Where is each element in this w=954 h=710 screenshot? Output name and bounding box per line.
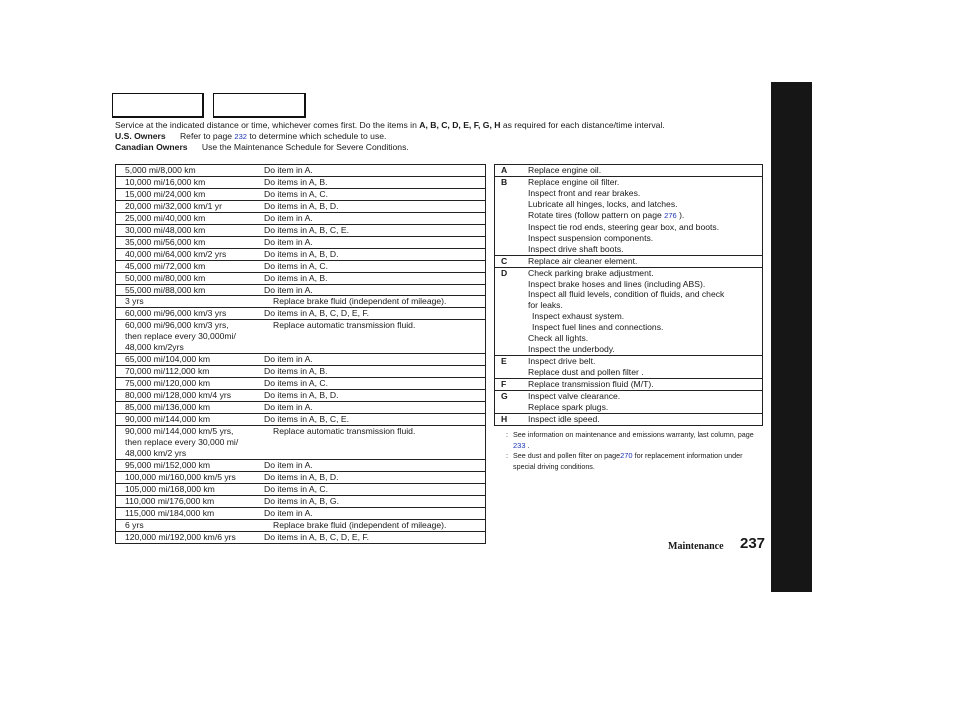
us-owners-line: [115, 131, 386, 142]
item-task-label: Inspect brake hoses and lines (including ABS).: [528, 278, 706, 289]
schedule-interval-cell: [116, 425, 265, 459]
item-letter: [495, 188, 529, 199]
item-letter: F: [501, 379, 507, 390]
footnote-page-link[interactable]: 270: [620, 451, 633, 460]
item-letter: E: [501, 356, 507, 367]
item-task-text: [528, 402, 763, 413]
footnote-text: See dust and pollen filter on page: [513, 451, 621, 460]
item-task-label: Inspect tie rod ends, steering gear box, and boots.: [528, 221, 720, 232]
schedule-interval-line: 75,000 mi/120,000 km: [125, 378, 211, 389]
item-letter: H: [501, 413, 508, 424]
schedule-action-cell: Do items in A, B, G.: [264, 495, 339, 506]
item-task-text: [528, 188, 763, 199]
item-letter: [495, 289, 529, 300]
item-task-row: [495, 210, 763, 222]
schedule-row: [116, 459, 486, 471]
schedule-row: [116, 284, 486, 296]
item-task-row: [495, 402, 763, 413]
schedule-action-cell: Do item in A.: [264, 165, 313, 175]
us-owners-text-after: to determine which schedule to use.: [249, 131, 387, 141]
schedule-action-cell: Do items in A, B, C, D, E, F.: [264, 308, 370, 319]
item-page-link[interactable]: 276: [664, 210, 677, 220]
schedule-action-cell: Do items in A, C.: [264, 483, 328, 494]
header-box-left: [112, 93, 204, 118]
schedule-row: [116, 390, 486, 402]
schedule-interval-line: 90,000 mi/144,000 km: [125, 414, 211, 425]
schedule-row: [116, 425, 486, 459]
interval-table-body: [116, 165, 486, 544]
intro-paragraph: [115, 120, 665, 131]
schedule-action-cell: Do items in A, B.: [264, 366, 328, 377]
side-thumb-tab: [771, 82, 812, 592]
schedule-interval-cell: [116, 176, 265, 188]
item-task-label: Check parking brake adjustment.: [528, 267, 654, 278]
schedule-action-cell: Do items in A, B.: [264, 176, 328, 187]
schedule-interval-cell: [116, 236, 265, 248]
item-letter: [495, 210, 529, 222]
schedule-interval-line: then replace every 30,000mi/: [125, 331, 236, 342]
item-letter: [495, 344, 529, 355]
schedule-interval-line: 25,000 mi/40,000 km: [125, 212, 206, 223]
item-task-text: [528, 379, 763, 391]
schedule-interval-line: 48,000 km/2 yrs: [125, 447, 187, 458]
item-task-row: [495, 233, 763, 244]
item-letter: A: [501, 165, 508, 175]
maintenance-items-table: [494, 164, 763, 426]
header-box-right: [213, 93, 306, 118]
schedule-action-cell: Do items in A, B.: [264, 272, 328, 283]
item-task-row: [495, 199, 763, 210]
item-task-label: Check all lights.: [528, 333, 589, 344]
item-task-text: [528, 222, 763, 233]
item-task-label: Inspect drive belt.: [528, 356, 596, 367]
schedule-row: [116, 212, 486, 224]
schedule-interval-line: 90,000 mi/144,000 km/5 yrs,: [125, 425, 234, 436]
footnote-page-link[interactable]: 233: [513, 441, 526, 450]
schedule-interval-cell: [116, 459, 265, 471]
item-task-row: [495, 289, 763, 300]
schedule-interval-cell: [116, 390, 265, 402]
item-task-row: [495, 333, 763, 344]
schedule-interval-line: 48,000 km/2yrs: [125, 342, 184, 353]
footnote-marker: :: [506, 451, 508, 460]
schedule-action-cell: Do items in A, C.: [264, 188, 328, 199]
schedule-interval-line: 115,000 mi/184,000 km: [125, 507, 215, 518]
intro-text-after: as required for each distance/time interval.: [502, 120, 665, 130]
schedule-interval-cell: [116, 414, 265, 426]
item-task-label: Inspect fuel lines and connections.: [532, 322, 664, 333]
item-task-row: [495, 165, 763, 177]
canadian-owners-line: [115, 142, 409, 153]
schedule-interval-cell: [116, 507, 265, 519]
item-task-row: [495, 322, 763, 333]
schedule-row: [116, 176, 486, 188]
schedule-action-cell: Replace automatic transmission fluid.: [273, 320, 416, 331]
item-letter: [495, 279, 529, 290]
intro-item-letters: A, B, C, D, E, F, G, H: [419, 120, 501, 130]
schedule-row: [116, 495, 486, 507]
schedule-action-cell: Do items in A, B, C, E.: [264, 224, 350, 235]
item-task-text: [528, 210, 763, 222]
footnote-text-after: .: [527, 441, 530, 450]
schedule-row: [116, 483, 486, 495]
item-task-text: [528, 311, 763, 322]
item-task-row: [495, 379, 763, 391]
item-letter: [495, 402, 529, 413]
us-owners-text-before: Refer to page: [179, 131, 233, 141]
item-task-label: Replace engine oil filter.: [528, 176, 620, 187]
item-task-label: Inspect front and rear brakes.: [528, 187, 641, 198]
schedule-interval-line: 50,000 mi/80,000 km: [125, 272, 206, 283]
schedule-interval-cell: [116, 483, 265, 495]
canadian-owners-text: Use the Maintenance Schedule for Severe Conditions.: [201, 142, 409, 152]
item-task-text: [528, 367, 763, 378]
maintenance-interval-table: [115, 164, 486, 544]
schedule-action-cell: Do item in A.: [264, 507, 313, 518]
schedule-row: [116, 224, 486, 236]
schedule-row: [116, 200, 486, 212]
schedule-action-cell: Replace brake fluid (independent of mileage).: [273, 296, 447, 307]
item-task-text: [528, 279, 763, 290]
item-task-label: Replace engine oil.: [528, 165, 602, 175]
item-task-label: Inspect exhaust system.: [532, 311, 625, 322]
schedule-action-cell: Do items in A, B, D.: [264, 471, 339, 482]
item-letter: [495, 222, 529, 233]
schedule-row: [116, 414, 486, 426]
item-task-row: [495, 244, 763, 255]
item-task-row: [495, 356, 763, 367]
schedule-interval-line: 40,000 mi/64,000 km/2 yrs: [125, 248, 227, 259]
schedule-action-cell: Do item in A.: [264, 284, 313, 295]
schedule-interval-cell: [116, 308, 265, 320]
schedule-interval-cell: [116, 354, 265, 366]
item-task-text: [528, 233, 763, 244]
item-letter: [495, 333, 529, 344]
schedule-interval-cell: [116, 296, 265, 308]
schedule-action-cell: Do item in A.: [264, 212, 313, 223]
item-task-text: [528, 244, 763, 255]
schedule-action-cell: Do item in A.: [264, 459, 313, 470]
schedule-row: [116, 296, 486, 308]
item-task-row: [495, 279, 763, 290]
schedule-interval-cell: [116, 402, 265, 414]
footnote-text-after: for replacement information under special driving conditions.: [513, 451, 743, 471]
schedule-action-cell: Do item in A.: [264, 354, 313, 365]
schedule-interval-cell: [116, 212, 265, 224]
schedule-action-cell: Do items in A, C.: [264, 378, 328, 389]
schedule-action-cell: Do items in A, B, D.: [264, 390, 339, 401]
schedule-interval-line: 6 yrs: [125, 519, 144, 530]
schedule-interval-line: 3 yrs: [125, 296, 144, 307]
schedule-interval-cell: [116, 188, 265, 200]
item-task-label: Inspect idle speed.: [528, 413, 600, 424]
schedule-action-cell: Replace brake fluid (independent of mileage).: [273, 519, 447, 530]
schedule-interval-line: 35,000 mi/56,000 km: [125, 236, 206, 247]
schedule-interval-line: 100,000 mi/160,000 km/5 yrs: [125, 471, 236, 482]
item-task-label: Lubricate all hinges, locks, and latches.: [528, 198, 678, 209]
item-task-label: Inspect valve clearance.: [528, 391, 621, 402]
schedule-row: [116, 165, 486, 177]
schedule-row: [116, 402, 486, 414]
schedule-row: [116, 236, 486, 248]
schedule-interval-cell: [116, 471, 265, 483]
intro-text-before: Service at the indicated distance or time, whichever comes first. Do the items in: [115, 120, 417, 130]
item-letter: G: [501, 391, 508, 402]
schedule-action-cell: Do items in A, B, C, D, E, F.: [264, 531, 370, 542]
schedule-action-cell: Do item in A.: [264, 236, 313, 247]
item-task-text: [528, 391, 763, 402]
item-task-label: Inspect suspension components.: [528, 232, 654, 243]
schedule-interval-line: 105,000 mi/168,000 km: [125, 483, 215, 494]
item-letter: [495, 300, 529, 311]
schedule-row: [116, 507, 486, 519]
schedule-interval-line: 70,000 mi/112,000 km: [125, 366, 210, 377]
schedule-interval-cell: [116, 272, 265, 284]
item-task-label: for leaks.: [528, 300, 563, 311]
item-task-row: [495, 300, 763, 311]
schedule-interval-cell: [116, 495, 265, 507]
item-task-text-after: ).: [679, 209, 685, 220]
schedule-row: [116, 354, 486, 366]
schedule-row: [116, 378, 486, 390]
item-task-text: [528, 165, 763, 177]
schedule-interval-line: then replace every 30,000 mi/: [125, 436, 239, 447]
page-number: 237: [740, 535, 766, 552]
item-letter: B: [501, 176, 508, 187]
item-task-label: Replace dust and pollen filter .: [528, 367, 644, 378]
schedule-interval-line: 65,000 mi/104,000 km: [125, 354, 211, 365]
schedule-row: [116, 260, 486, 272]
schedule-interval-line: 80,000 mi/128,000 km/4 yrs: [125, 390, 232, 401]
schedule-interval-cell: [116, 378, 265, 390]
item-task-row: [495, 176, 763, 187]
item-task-label: Replace transmission fluid (M/T).: [528, 379, 654, 390]
item-task-row: [495, 311, 763, 322]
item-task-row: [495, 255, 763, 267]
footnote-pollen-filter: [506, 450, 768, 472]
us-owners-label: U.S. Owners: [115, 131, 166, 141]
schedule-interval-cell: [116, 366, 265, 378]
schedule-interval-cell: [116, 519, 265, 531]
item-task-row: [495, 413, 763, 425]
items-table-body: [495, 165, 763, 426]
item-task-text: [528, 344, 763, 355]
item-task-label: Inspect drive shaft boots.: [528, 243, 624, 254]
schedule-interval-line: 95,000 mi/152,000 km: [125, 459, 211, 470]
schedule-interval-line: 85,000 mi/136,000 km: [125, 402, 211, 413]
footnote-warranty: [506, 429, 768, 451]
schedule-interval-line: 110,000 mi/176,000 km: [125, 495, 215, 506]
footer-section-title: Maintenance: [668, 541, 724, 552]
schedule-action-cell: Do items in A, C.: [264, 260, 328, 271]
item-letter: [495, 233, 529, 244]
item-task-row: [495, 222, 763, 233]
item-task-text: [528, 267, 763, 278]
schedule-row: [116, 188, 486, 200]
schedule-row: [116, 519, 486, 531]
schedule-row: [116, 272, 486, 284]
schedule-interval-line: 30,000 mi/48,000 km: [125, 224, 206, 235]
item-letter: [495, 311, 529, 322]
item-task-label: Rotate tires (follow pattern on page: [528, 209, 662, 220]
schedule-interval-cell: [116, 248, 265, 260]
item-task-text: [528, 199, 763, 210]
item-letter: [495, 244, 529, 255]
schedule-interval-cell: [116, 531, 265, 543]
schedule-row: [116, 248, 486, 260]
item-task-row: [495, 267, 763, 278]
item-letter: [495, 199, 529, 210]
schedule-interval-line: 60,000 mi/96,000 km/3 yrs: [125, 308, 227, 319]
item-task-text: [528, 176, 763, 187]
schedule-row: [116, 320, 486, 354]
schedule-row: [116, 471, 486, 483]
item-task-text: [528, 413, 763, 425]
footnote-marker: :: [506, 430, 508, 439]
item-letter: [495, 367, 529, 378]
item-letter: C: [501, 255, 508, 266]
schedule-interval-line: 15,000 mi/24,000 km: [125, 188, 206, 199]
schedule-interval-cell: [116, 165, 265, 177]
item-task-text: [528, 289, 763, 300]
schedule-action-cell: Do items in A, B, D.: [264, 248, 339, 259]
schedule-interval-line: 60,000 mi/96,000 km/3 yrs,: [125, 320, 229, 331]
schedule-action-cell: Do items in A, B, C, E.: [264, 414, 350, 425]
schedule-row: [116, 308, 486, 320]
item-task-text: [528, 322, 763, 333]
schedule-row: [116, 366, 486, 378]
schedule-row: [116, 531, 486, 543]
item-letter: D: [501, 267, 508, 278]
item-task-text: [528, 356, 763, 367]
schedule-interval-line: 120,000 mi/192,000 km/6 yrs: [125, 531, 236, 542]
item-task-label: Inspect the underbody.: [528, 344, 615, 355]
schedule-action-cell: Do items in A, B, D.: [264, 200, 339, 211]
schedule-interval-line: 55,000 mi/88,000 km: [125, 284, 206, 295]
item-task-text: [528, 333, 763, 344]
item-task-row: [495, 188, 763, 199]
footnote-text: See information on maintenance and emissions warranty, last column, page: [513, 430, 754, 439]
item-task-text: [528, 255, 763, 267]
schedule-interval-line: 45,000 mi/72,000 km: [125, 260, 206, 271]
schedule-interval-cell: [116, 224, 265, 236]
item-task-label: Replace spark plugs.: [528, 402, 609, 413]
schedule-interval-line: 5,000 mi/8,000 km: [125, 165, 196, 175]
us-owners-page-link[interactable]: 232: [234, 132, 247, 141]
schedule-interval-line: 20,000 mi/32,000 km/1 yr: [125, 200, 222, 211]
schedule-interval-cell: [116, 320, 265, 354]
item-task-label: Inspect all fluid levels, condition of fluids, and check: [528, 289, 725, 300]
item-task-row: [495, 367, 763, 378]
canadian-owners-label: Canadian Owners: [115, 142, 188, 152]
item-task-row: [495, 344, 763, 355]
item-letter: [495, 322, 529, 333]
schedule-interval-line: 10,000 mi/16,000 km: [125, 176, 206, 187]
schedule-interval-cell: [116, 200, 265, 212]
schedule-action-cell: Replace automatic transmission fluid.: [273, 425, 416, 436]
schedule-interval-cell: [116, 284, 265, 296]
schedule-interval-cell: [116, 260, 265, 272]
item-task-text: [528, 300, 763, 311]
schedule-action-cell: Do item in A.: [264, 402, 313, 413]
item-task-label: Replace air cleaner element.: [528, 255, 638, 266]
item-task-row: [495, 391, 763, 402]
